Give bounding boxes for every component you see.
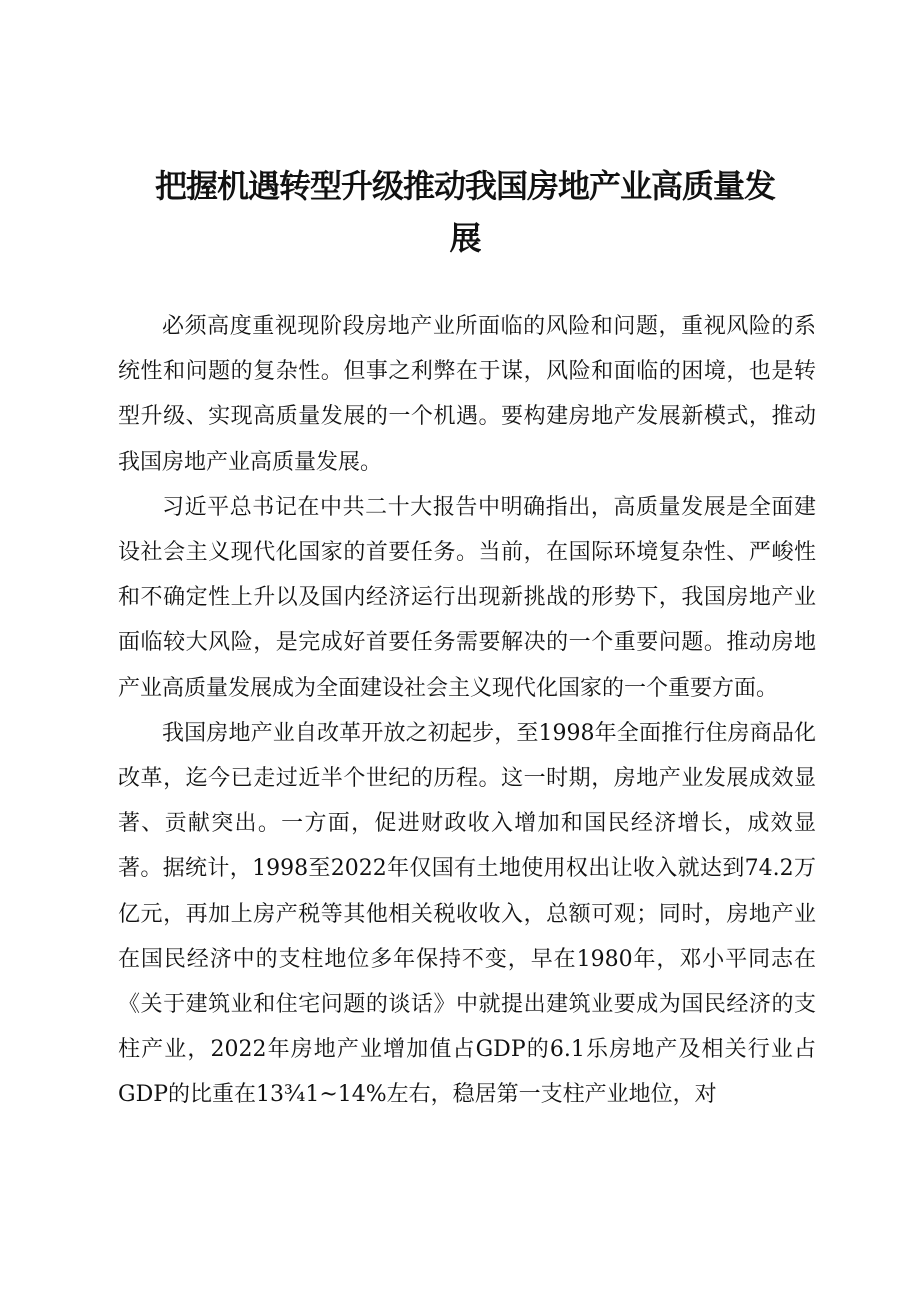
paragraph-3: 我国房地产业自改革开放之初起步，至1998年全面推行住房商品化改革，迄今已走过近半个世纪的历程。这一时期，房地产业发展成效显著、贡献突出。一方面，促进财政收入增加和国民经济增长，成效显著。据统计，1998至2022年仅国有土地使用权出让收入就达到74.2万亿元，再加上房产税等其他相关税收收入，总额可观；同时，房地产业在国民经济中的支柱地位多年保持不变，早在1980年，邓小平同志在《关于建筑业和住宅问题的谈话》中就提出建筑业要成为国民经济的支柱产业，2022年房地产业增加值占GDP的6.1乐房地产及相关行业占GDP的比重在13¾1~14%左右，稳居第一支柱产业地位，对 [118,720,816,1108]
paragraph-2: 习近平总书记在中共二十大报告中明确指出，高质量发展是全面建设社会主义现代化国家的首要任务。当前，在国际环境复杂性、严峻性和不确定性上升以及国内经济运行出现新挑战的形势下，我国房地产业面临较大风险，是完成好首要任务需要解决的一个重要问题。推动房地产业高质量发展成为全面建设社会主义现代化国家的一个重要方面。 [118,494,816,701]
document-body [118,304,816,1118]
paragraph-1: 必须高度重视现阶段房地产业所面临的风险和问题，重视风险的系统性和问题的复杂性。但事之利弊在于谋，风险和面临的困境，也是转型升级、实现高质量发展的一个机遇。要构建房地产发展新模式，推动我国房地产业高质量发展。 [118,314,816,475]
document-title: 把握机遇转型升级推动我国房地产业高质量发展 [154,167,775,257]
